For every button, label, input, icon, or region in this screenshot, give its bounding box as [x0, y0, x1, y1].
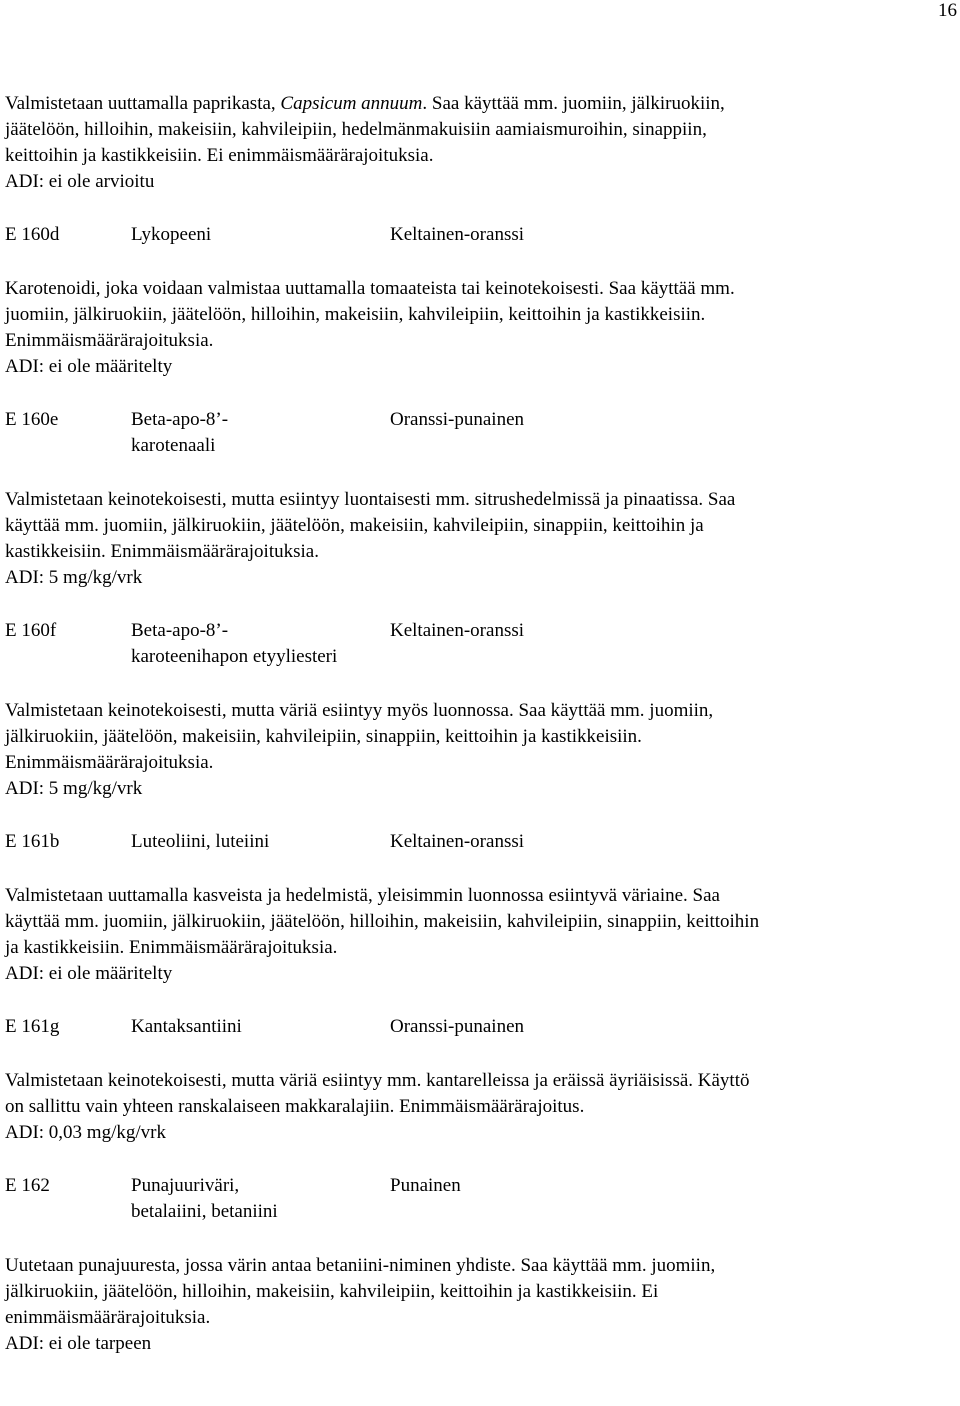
additive-name: Luteoliini, luteiini — [131, 831, 270, 852]
description-line: Valmistetaan keinotekoisesti, mutta väriä esiintyy mm. kantarelleissa ja eräissä äyriäisissä. Käyttö — [5, 1070, 750, 1091]
entry-header — [5, 407, 955, 459]
description-line: Karotenoidi, joka voidaan valmistaa uuttamalla tomaateista tai keinotekoisesti. Saa käyttää mm. — [5, 278, 735, 299]
description-line: enimmäismäärärajoituksia. — [5, 1307, 211, 1328]
color-label: Oranssi-punainen — [390, 409, 525, 430]
additive-entry — [5, 222, 955, 380]
entry-header — [5, 618, 955, 670]
entry-header — [5, 1173, 955, 1225]
color-label: Keltainen-oranssi — [390, 224, 525, 245]
intro-line-2: jäätelöön, hilloihin, makeisiin, kahvileipiin, hedelmänmakuisiin aamiaismuroihin, sinappiin, — [5, 119, 707, 140]
description-line: Valmistetaan keinotekoisesti, mutta väriä esiintyy myös luonnossa. Saa käyttää mm. juomiin, — [5, 700, 714, 721]
description-line: käyttää mm. juomiin, jälkiruokiin, jäätelöön, makeisiin, kahvileipiin, sinappiin, keittoihin ja — [5, 515, 704, 536]
additive-entry — [5, 407, 955, 591]
additive-entry — [5, 1173, 955, 1357]
description-line: Valmistetaan uuttamalla kasveista ja hedelmistä, yleisimmin luonnossa esiintyvä väriaine. Saa — [5, 885, 720, 906]
additive-name: Kantaksantiini — [131, 1016, 242, 1037]
color-label: Oranssi-punainen — [390, 1016, 525, 1037]
adi-value: ADI: 5 mg/kg/vrk — [5, 778, 143, 799]
color-label: Keltainen-oranssi — [390, 831, 525, 852]
description-line: juomiin, jälkiruokiin, jäätelöön, hilloihin, makeisiin, kahvileipiin, keittoihin ja kastikkeisiin. — [5, 304, 706, 325]
page-number: 16 — [938, 0, 957, 21]
entry-header — [5, 222, 955, 248]
description-line: käyttää mm. juomiin, jälkiruokiin, jäätelöön, hilloihin, makeisiin, kahvileipiin, sinappiin, keittoihin — [5, 911, 760, 932]
additive-entry — [5, 1014, 955, 1146]
entry-header — [5, 829, 955, 855]
description-line: kastikkeisiin. Enimmäismäärärajoituksia. — [5, 541, 319, 562]
intro-line-3: keittoihin ja kastikkeisiin. Ei enimmäismäärärajoituksia. — [5, 145, 434, 166]
e-code: E 162 — [5, 1175, 50, 1196]
additive-name — [131, 407, 381, 459]
intro-line-1 — [5, 91, 955, 117]
additive-name-line: Punajuuriväri, — [131, 1175, 240, 1196]
description-line: Enimmäismäärärajoituksia. — [5, 752, 214, 773]
intro-text: Valmistetaan uuttamalla paprikasta, — [5, 93, 281, 114]
additive-entry — [5, 618, 955, 802]
additive-name-line: betalaiini, betaniini — [131, 1201, 278, 1222]
additive-name-line: karoteenihapon etyyliesteri — [131, 646, 338, 667]
document-body — [5, 91, 955, 1357]
e-code: E 160e — [5, 409, 59, 430]
additive-name — [131, 1173, 381, 1225]
adi-value: ADI: ei ole määritelty — [5, 356, 173, 377]
intro-section — [5, 91, 955, 195]
description-line: Valmistetaan keinotekoisesti, mutta esiintyy luontaisesti mm. sitrushedelmissä ja pinaatissa. Saa — [5, 489, 736, 510]
e-code: E 160d — [5, 224, 60, 245]
description-line: Uutetaan punajuuresta, jossa värin antaa betaniini-niminen yhdiste. Saa käyttää mm. juomiin, — [5, 1255, 716, 1276]
adi-value: ADI: 5 mg/kg/vrk — [5, 567, 143, 588]
additive-name — [131, 618, 381, 670]
adi-value: ADI: 0,03 mg/kg/vrk — [5, 1122, 166, 1143]
color-label: Punainen — [390, 1175, 461, 1196]
intro-text: . Saa käyttää mm. juomiin, jälkiruokiin, — [422, 93, 725, 114]
additive-name-line: Beta-apo-8’- — [131, 620, 229, 641]
additive-name-line: karotenaali — [131, 435, 216, 456]
additive-name-line: Beta-apo-8’- — [131, 409, 229, 430]
e-code: E 161b — [5, 831, 60, 852]
description-line: jälkiruokiin, jäätelöön, makeisiin, kahvileipiin, sinappiin, keittoihin ja kastikkeisiin. — [5, 726, 642, 747]
description-line: on sallittu vain yhteen ranskalaiseen makkaralajiin. Enimmäismäärärajoitus. — [5, 1096, 585, 1117]
additive-name: Lykopeeni — [131, 224, 212, 245]
e-code: E 160f — [5, 620, 57, 641]
species-name: Capsicum annuum — [280, 93, 423, 114]
e-code: E 161g — [5, 1016, 60, 1037]
entry-header — [5, 1014, 955, 1040]
color-label: Keltainen-oranssi — [390, 620, 525, 641]
adi-value: ADI: ei ole arvioitu — [5, 171, 155, 192]
description-line: ja kastikkeisiin. Enimmäismäärärajoituksia. — [5, 937, 338, 958]
description-line: Enimmäismäärärajoituksia. — [5, 330, 214, 351]
adi-value: ADI: ei ole tarpeen — [5, 1333, 152, 1354]
description-line: jälkiruokiin, jäätelöön, hilloihin, makeisiin, kahvileipiin, keittoihin ja kastikkeisiin. Ei — [5, 1281, 659, 1302]
additive-entry — [5, 829, 955, 987]
adi-value: ADI: ei ole määritelty — [5, 963, 173, 984]
